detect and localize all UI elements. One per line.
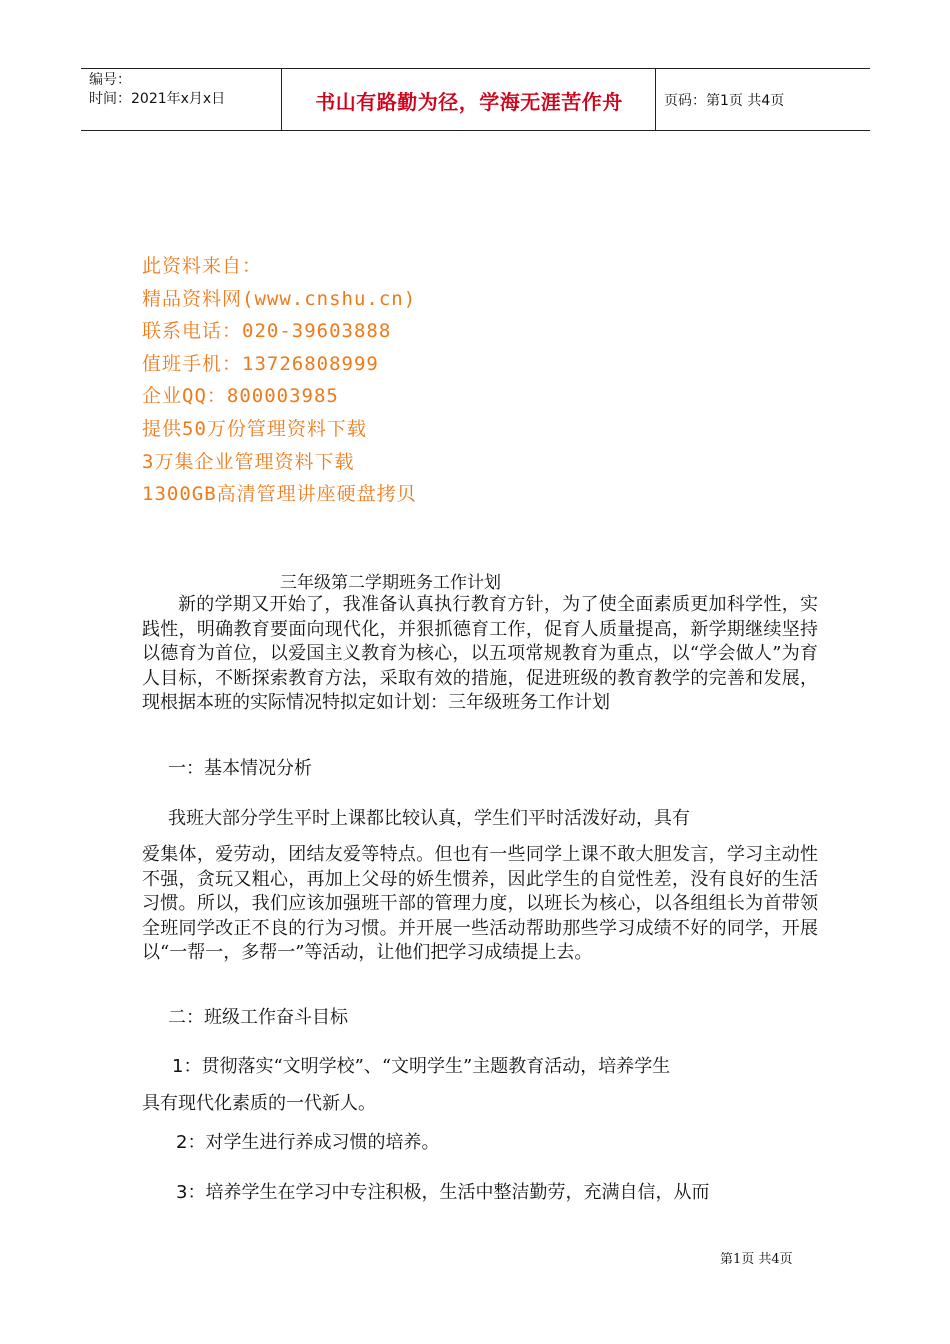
promo-line: 企业QQ：800003985 [142, 385, 339, 408]
analysis-line: 我班大部分学生平时上课都比较认真，学生们平时活泼好动，具有 [168, 808, 690, 829]
goal-number: 2 [176, 1132, 188, 1153]
promo-line: 提供50万份管理资料下载 [142, 417, 367, 440]
goal-text: ：贯彻落实“文明学校”、“文明学生”主题教育活动，培养学生 [183, 1056, 671, 1077]
analysis-paragraph: 爱集体，爱劳动，团结友爱等特点。但也有一些同学上课不敢大胆发言，学习主动性不强，贪玩又粗心，再加上父母的娇生惯养，因此学生的自觉性差，没有良好的生活习惯。所以，我们应该加强班干部的管理力度，以班长为核心，以各组组长为首带领全班同学改正不良的行为习惯。并开展一些活动帮助那些学习成绩不好的同学，开展以“一帮一，多帮一”等活动，让他们把学习成绩提上去。 [142, 844, 818, 963]
intro-paragraph: 新的学期又开始了，我准备认真执行教育方针，为了使全面素质更加科学性，实践性，明确教育要面向现代化，并狠抓德育工作，促育人质量提高，新学期继续坚持以德育为首位，以爱国主义教育为核心，以五项常规教育为重点，以“学会做人”为育人目标，不断探索教育方法，采取有效的措施，促进班级的教育教学的完善和发展，现根据本班的实际情况特拟定如计划：三年级班务工作计划 [142, 594, 818, 713]
goal-item-3 [176, 1178, 709, 1204]
header-meta [89, 71, 225, 109]
promo-line: 精品资料网(www.cnshu.cn) [142, 287, 417, 310]
header-divider [281, 69, 282, 130]
serial-label: 编号： [89, 72, 131, 88]
promo-block [142, 250, 417, 511]
promo-line: 值班手机：13726808999 [142, 352, 379, 375]
goal-text: ：对学生进行养成习惯的培养。 [187, 1132, 440, 1153]
goal-item-1-cont: 具有现代化素质的一代新人。 [142, 1093, 376, 1114]
goal-item-1 [172, 1052, 670, 1078]
promo-line: 此资料来自： [142, 255, 263, 277]
promo-line: 联系电话：020-39603888 [142, 320, 392, 343]
section-heading-analysis: 一：基本情况分析 [168, 758, 312, 779]
goal-number: 1 [172, 1056, 184, 1077]
section-heading-goals: 二：班级工作奋斗目标 [168, 1007, 348, 1028]
time-label: 时间：2021年x月x日 [89, 91, 226, 107]
document-title: 三年级第二学期班务工作计划 [280, 573, 501, 593]
goal-item-2 [176, 1128, 439, 1154]
header-motto: 书山有路勤为径，学海无涯苦作舟 [315, 90, 623, 114]
promo-line: 1300GB高清管理讲座硬盘拷贝 [142, 483, 417, 506]
header-divider [655, 69, 656, 130]
page-header [81, 68, 870, 131]
goal-number: 3 [176, 1182, 188, 1203]
goal-text: ：培养学生在学习中专注积极，生活中整洁勤劳，充满自信，从而 [187, 1182, 710, 1203]
page-footer: 第1页 共4页 [720, 1252, 793, 1267]
promo-line: 3万集企业管理资料下载 [142, 450, 355, 473]
page-code: 页码：第1页 共4页 [664, 93, 785, 109]
